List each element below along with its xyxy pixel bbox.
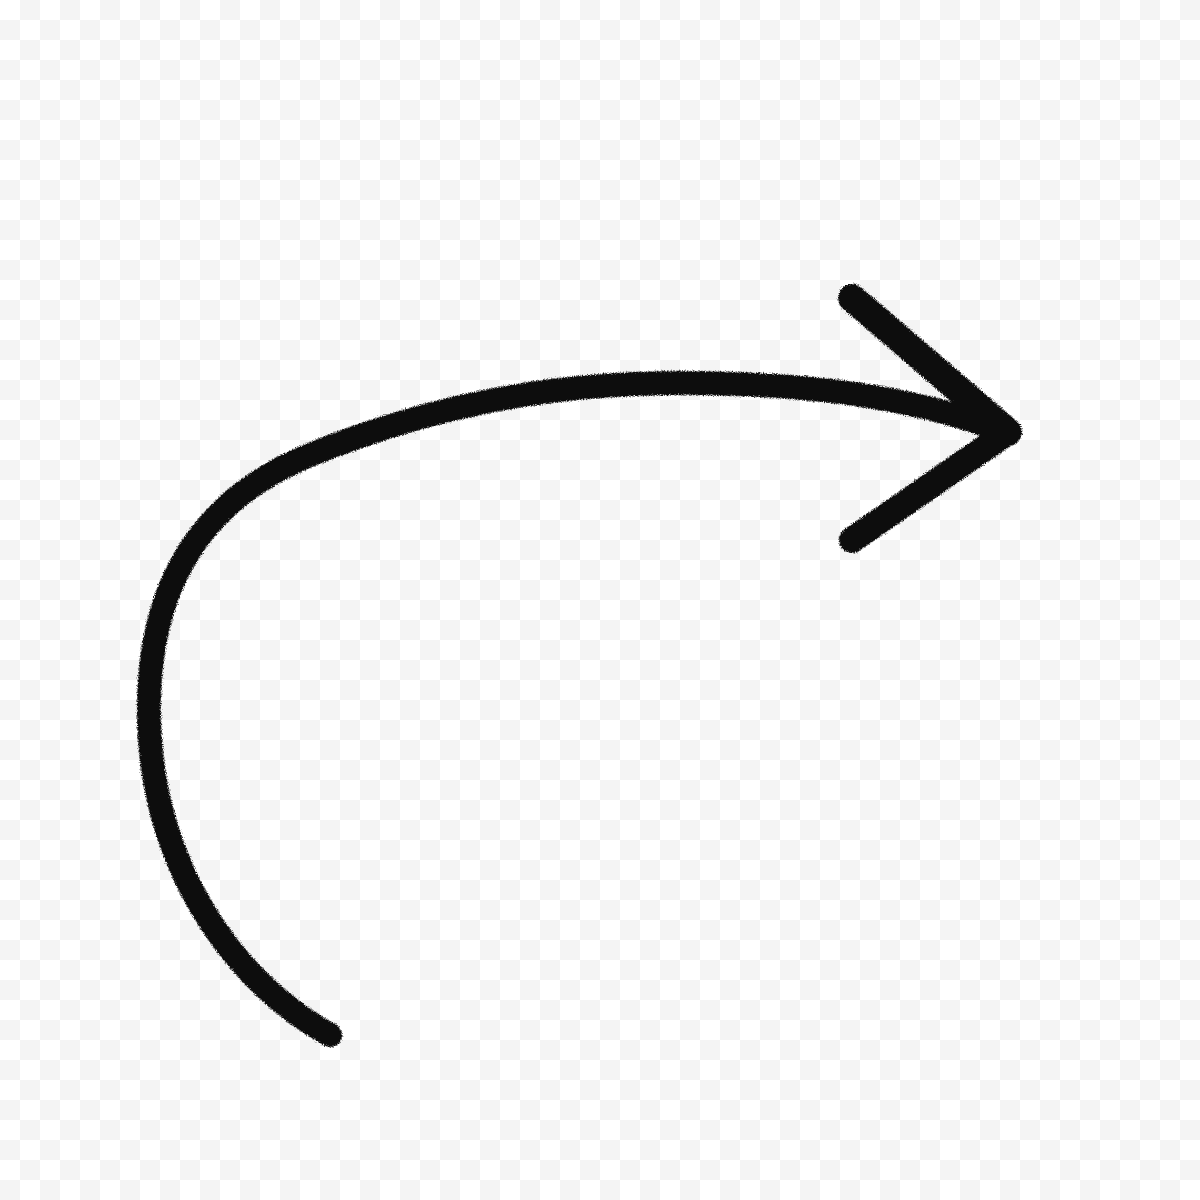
arrow-shaft (149, 383, 1000, 1035)
arrowhead-lower (852, 432, 1008, 540)
